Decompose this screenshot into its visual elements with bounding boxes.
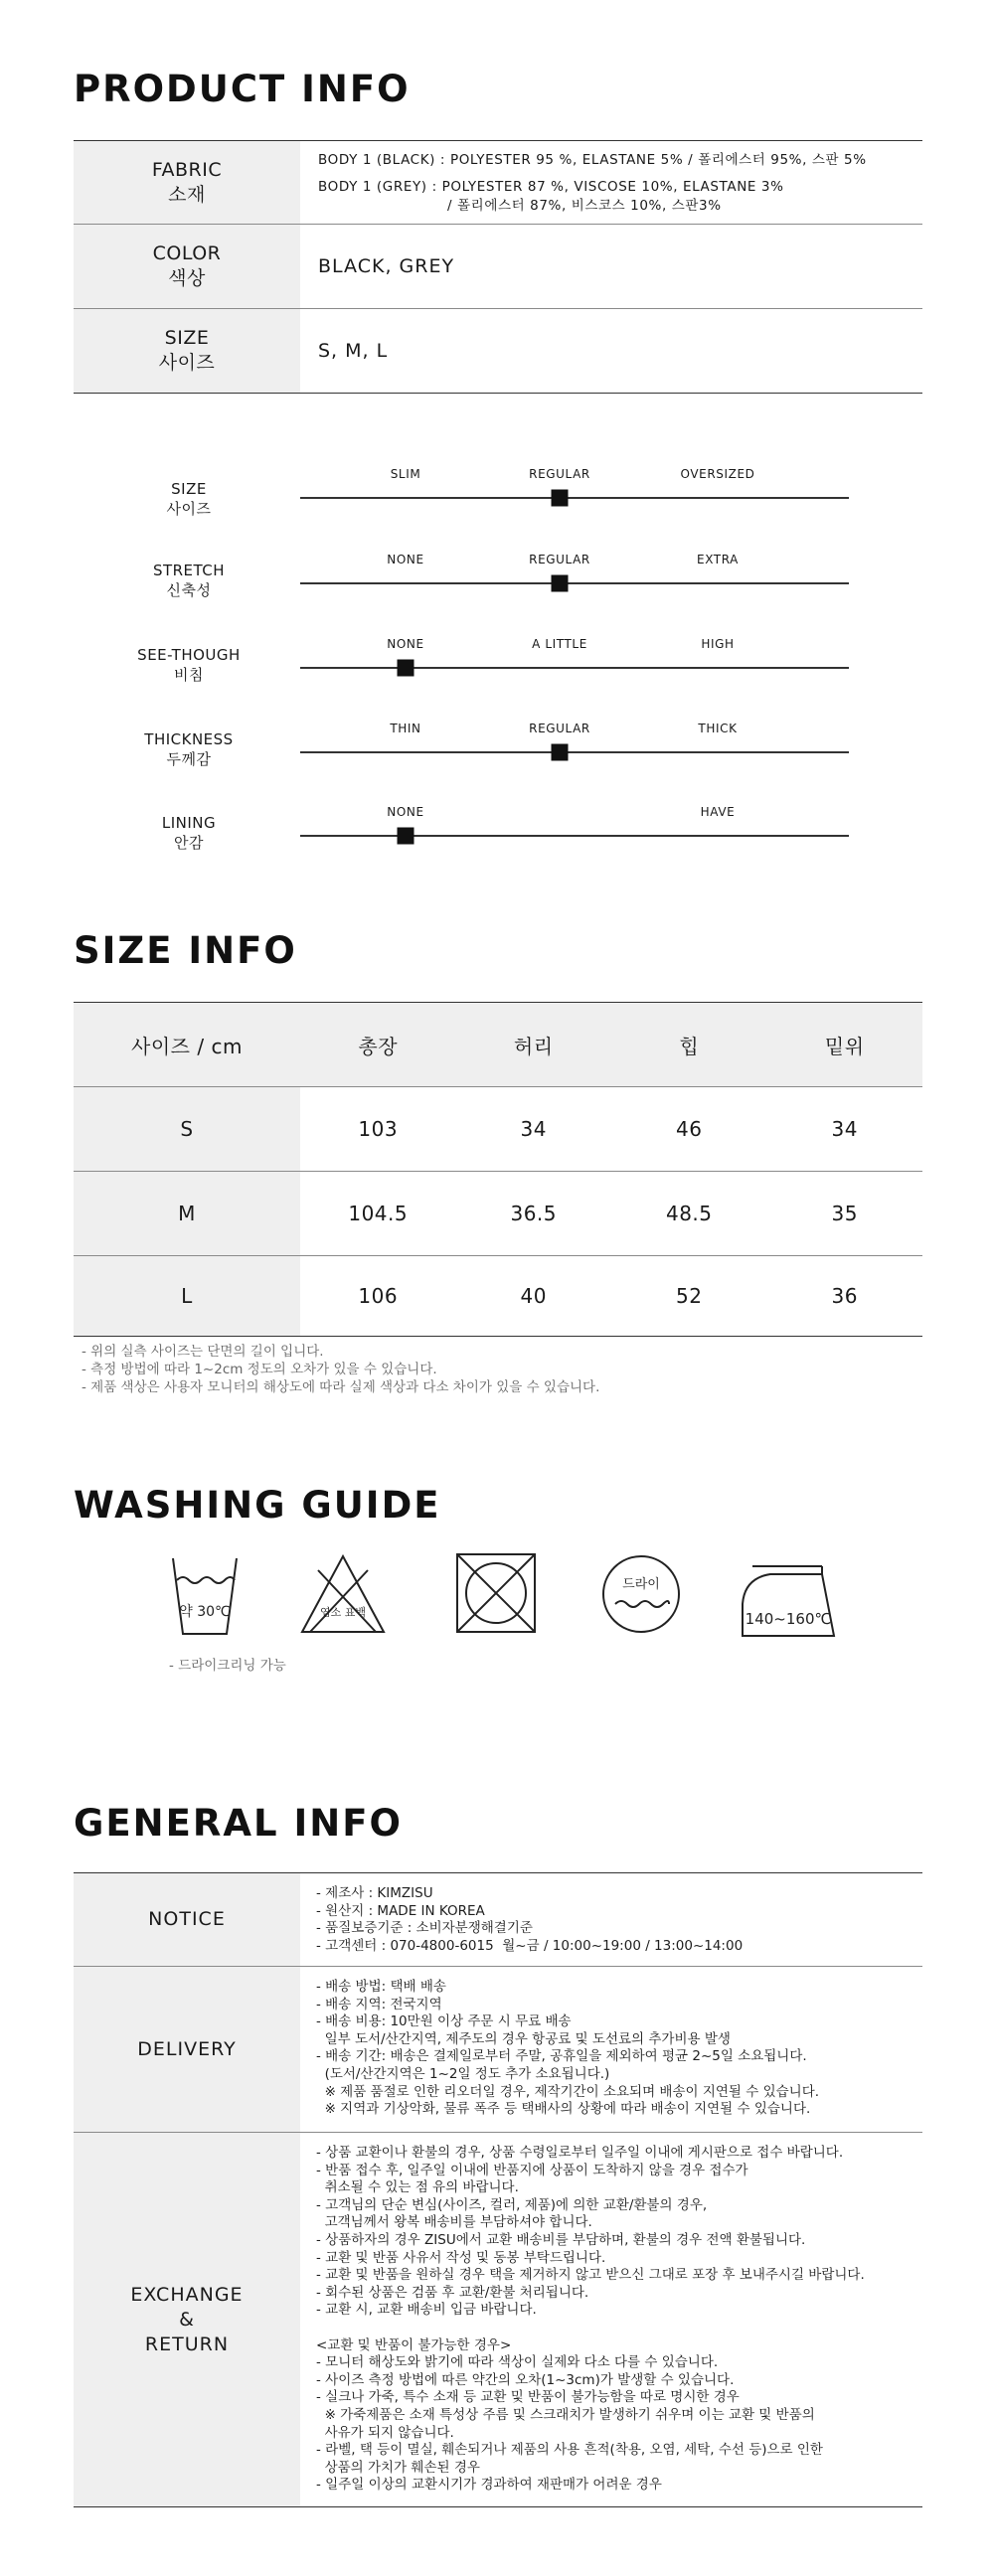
rise-cell: 34: [831, 1117, 858, 1141]
color-label-ko: 색상: [168, 267, 206, 289]
fit-scale-stretch: [0, 553, 994, 612]
length-cell: 104.5: [348, 1202, 409, 1225]
color-value: BLACK, GREY: [318, 255, 455, 277]
waist-cell: 40: [520, 1284, 547, 1308]
no-bleach-text: 염소 표백: [319, 1606, 367, 1619]
hip-cell: 52: [676, 1284, 703, 1308]
scale-line: [300, 667, 849, 669]
scale-option-none: NONE: [387, 553, 424, 566]
size-cell: L: [74, 1256, 300, 1336]
scale-line: [300, 497, 849, 499]
fabric-label-ko: 소재: [168, 183, 206, 206]
size-note: - 측정 방법에 따라 1~2cm 정도의 오차가 있을 수 있습니다.: [82, 1362, 437, 1377]
fit-scale-size: [0, 467, 994, 527]
delivery-text: - 배송 방법: 택배 배송 - 배송 지역: 전국지역 - 배송 비용: 10만원 이상 주문 시 무료 배송 일부 도서/산간지역, 제주도의 경우 항공료 및 도선료의 추가비용 발생 - 배송 기간: 배송은 결제일로부터 주말, 공휴일을 제외하여 평균 2~5일 소요됩니다. (도서/산간지역은 1~2일 정도 추가 소요됩니다.) ※ 제품 품절로 인한 리오더일 경우, 제작기간이 소요되며 배송이 지연될 수 있습니다. ※ 지역과 기상악화, 물류 폭주 등 택배사의 상황에 따라 배송이 지연될 수 있습니다.: [316, 1979, 820, 2118]
fabric-line-grey-ko: / 폴리에스터 87%, 비스코스 10%, 스판3%: [447, 198, 722, 214]
table-row: [74, 1087, 922, 1172]
product-info-table: [74, 140, 922, 394]
length-cell: 103: [358, 1117, 399, 1141]
fabric-row: [74, 141, 922, 225]
no-bleach-icon: [298, 1552, 388, 1637]
size-header-length: 총장: [358, 1034, 399, 1058]
scale-label-ko: 안감: [174, 834, 204, 852]
size-info-table: [74, 1002, 922, 1337]
scale-label-ko: 비침: [174, 666, 204, 684]
scale-label-en: THICKNESS: [144, 730, 234, 748]
scale-option-a-little: A LITTLE: [532, 637, 587, 651]
scale-marker: [552, 744, 569, 761]
exchange-return-row: [74, 2133, 922, 2506]
size-header-hip: 힙: [679, 1034, 700, 1058]
fabric-label-en: FABRIC: [151, 158, 223, 181]
scale-marker: [398, 828, 414, 845]
scale-label-en: SIZE: [171, 480, 207, 498]
exchange-return-label: EXCHANGE & RETURN: [74, 2133, 300, 2506]
size-info-title: SIZE INFO: [74, 929, 297, 972]
fabric-line-black: BODY 1 (BLACK) : POLYESTER 95 %, ELASTANE 5% / 폴리에스터 95%, 스판 5%: [318, 152, 867, 168]
fabric-value: [300, 141, 922, 224]
scale-label: [119, 645, 258, 685]
dry-clean-icon: [599, 1552, 683, 1636]
size-notes: [82, 1343, 599, 1396]
fit-scale-thickness: [0, 722, 994, 781]
scale-line: [300, 835, 849, 837]
hand-wash-icon: [165, 1550, 245, 1640]
general-info-title: GENERAL INFO: [74, 1802, 403, 1845]
rise-cell: 35: [831, 1202, 858, 1225]
scale-option-thick: THICK: [698, 722, 738, 735]
size-note: - 제품 색상은 사용자 모니터의 해상도에 따라 실제 색상과 다소 차이가 있을 수 있습니다.: [82, 1379, 600, 1395]
scale-label: [119, 813, 258, 853]
size-header-waist: 허리: [513, 1034, 554, 1058]
hip-cell: 46: [676, 1117, 703, 1141]
table-row: [74, 1256, 922, 1336]
size-header-size: 사이즈 / cm: [74, 1003, 300, 1086]
size-label-ko: 사이즈: [158, 352, 216, 374]
product-info-title: PRODUCT INFO: [74, 68, 411, 110]
waist-cell: 34: [520, 1117, 547, 1141]
no-tumble-dry-icon: [453, 1550, 539, 1636]
fit-scale-see-through: [0, 637, 994, 697]
scale-marker: [552, 490, 569, 507]
size-table-header: [74, 1003, 922, 1087]
color-row: [74, 225, 922, 309]
scale-line: [300, 582, 849, 584]
scale-option-none: NONE: [387, 805, 424, 819]
dry-clean-text: 드라이: [622, 1577, 660, 1592]
scale-option-oversized: OVERSIZED: [680, 467, 755, 481]
scale-label: [119, 479, 258, 519]
iron-temp-text: 140~160℃: [745, 1610, 832, 1628]
washing-note: - 드라이크리닝 가능: [169, 1658, 286, 1674]
scale-label-en: SEE-THOUGH: [137, 646, 241, 664]
scale-option-regular: REGULAR: [529, 467, 590, 481]
scale-option-high: HIGH: [701, 637, 735, 651]
color-label: [74, 225, 300, 308]
scale-label-ko: 사이즈: [166, 500, 212, 518]
scale-label-en: LINING: [161, 814, 217, 832]
washing-guide-title: WASHING GUIDE: [74, 1484, 441, 1527]
scale-label: [119, 561, 258, 600]
notice-label: NOTICE: [74, 1873, 300, 1966]
fit-scale-lining: [0, 805, 994, 865]
iron-icon: [731, 1558, 840, 1640]
scale-option-have: HAVE: [700, 805, 736, 819]
size-cell: M: [74, 1172, 300, 1255]
fabric-label: [74, 141, 300, 224]
notice-text: - 제조사 : KIMZISU - 원산지 : MADE IN KOREA - 품질보증기준 : 소비자분쟁해결기준 - 고객센터 : 070-4800-6015 월~금 / 10:00~19:00 / 13:00~14:00: [316, 1885, 744, 1954]
size-note: - 위의 실측 사이즈는 단면의 길이 입니다.: [82, 1344, 324, 1360]
scale-option-slim: SLIM: [390, 467, 421, 481]
scale-line: [300, 751, 849, 753]
scale-label: [119, 729, 258, 769]
general-info-table: [74, 1872, 922, 2507]
scale-marker: [398, 660, 414, 677]
scale-label-en: STRETCH: [152, 562, 226, 579]
exchange-return-text: - 상품 교환이나 환불의 경우, 상품 수령일로부터 일주일 이내에 게시판으로 접수 바랍니다. - 반품 접수 후, 일주일 이내에 반품지에 상품이 도착하지 않을 경우 접수가 취소될 수 있는 점 유의 바랍니다. - 고객님의 단순 변심(사이즈, 컬러, 제품)에 의한 교환/환불의 경우, 고객님께서 왕복 배송비를 부담하셔야 합니다. - 상품하자의 경우 ZISU에서 교환 배송비를 부담하며, 환불의 경우 전액 환불됩니다. - 교환 및 반품 사유서 작성 및 동봉 부탁드립니다. - 교환 및 반품을 원하실 경우 택을 제거하지 않고 받으신 그대로 포장 후 보내주시길 바랍니다. - 회수된 상품은 검품 후 교환/환불 처리됩니다. - 교환 시, 교환 배송비 입금 바랍니다. <교환 및 반품이 불가능한 경우> - 모니터 해상도와 밝기에 따라 색상이 실제와 다소 다를 수 있습니다. - 사이즈 측정 방법에 따른 약간의 오차(1~3cm)가 발생할 수 있습니다. - 실크나 가죽, 특수 소재 등 교환 및 반품이 불가능함을 따로 명시한 경우 ※ 가죽제품은 소재 특성상 주름 및 스크래치가 발생하기 쉬우며 이는 교환 및 반품의 사유가 되지 않습니다. - 라벨, 택 등이 멸실, 훼손되거나 제품의 사용 흔적(착용, 오염, 세탁, 수선 등)으로 인한 상품의 가치가 훼손된 경우 - 일주일 이상의 교환시기가 경과하여 재판매가 어려운 경우: [316, 2145, 865, 2494]
length-cell: 106: [358, 1284, 399, 1308]
scale-option-thin: THIN: [390, 722, 421, 735]
hand-wash-temp: 약 30℃: [179, 1604, 231, 1620]
delivery-row: [74, 1967, 922, 2133]
size-value: S, M, L: [318, 340, 389, 362]
size-header-rise: 밑위: [824, 1034, 865, 1058]
rise-cell: 36: [831, 1284, 858, 1308]
scale-option-regular: REGULAR: [529, 553, 590, 566]
hip-cell: 48.5: [665, 1202, 713, 1225]
scale-label-ko: 두께감: [166, 750, 212, 768]
size-label: [74, 309, 300, 393]
waist-cell: 36.5: [510, 1202, 558, 1225]
scale-option-regular: REGULAR: [529, 722, 590, 735]
color-label-en: COLOR: [152, 242, 222, 264]
scale-option-extra: EXTRA: [697, 553, 739, 566]
size-row: [74, 309, 922, 393]
scale-option-none: NONE: [387, 637, 424, 651]
scale-label-ko: 신축성: [166, 581, 212, 599]
delivery-label: DELIVERY: [74, 1967, 300, 2132]
fabric-line-grey: BODY 1 (GREY) : POLYESTER 87 %, VISCOSE 10%, ELASTANE 3%: [318, 179, 784, 195]
notice-row: [74, 1873, 922, 1967]
size-cell: S: [74, 1087, 300, 1171]
scale-marker: [552, 575, 569, 592]
size-label-en: SIZE: [164, 327, 210, 349]
table-row: [74, 1172, 922, 1256]
